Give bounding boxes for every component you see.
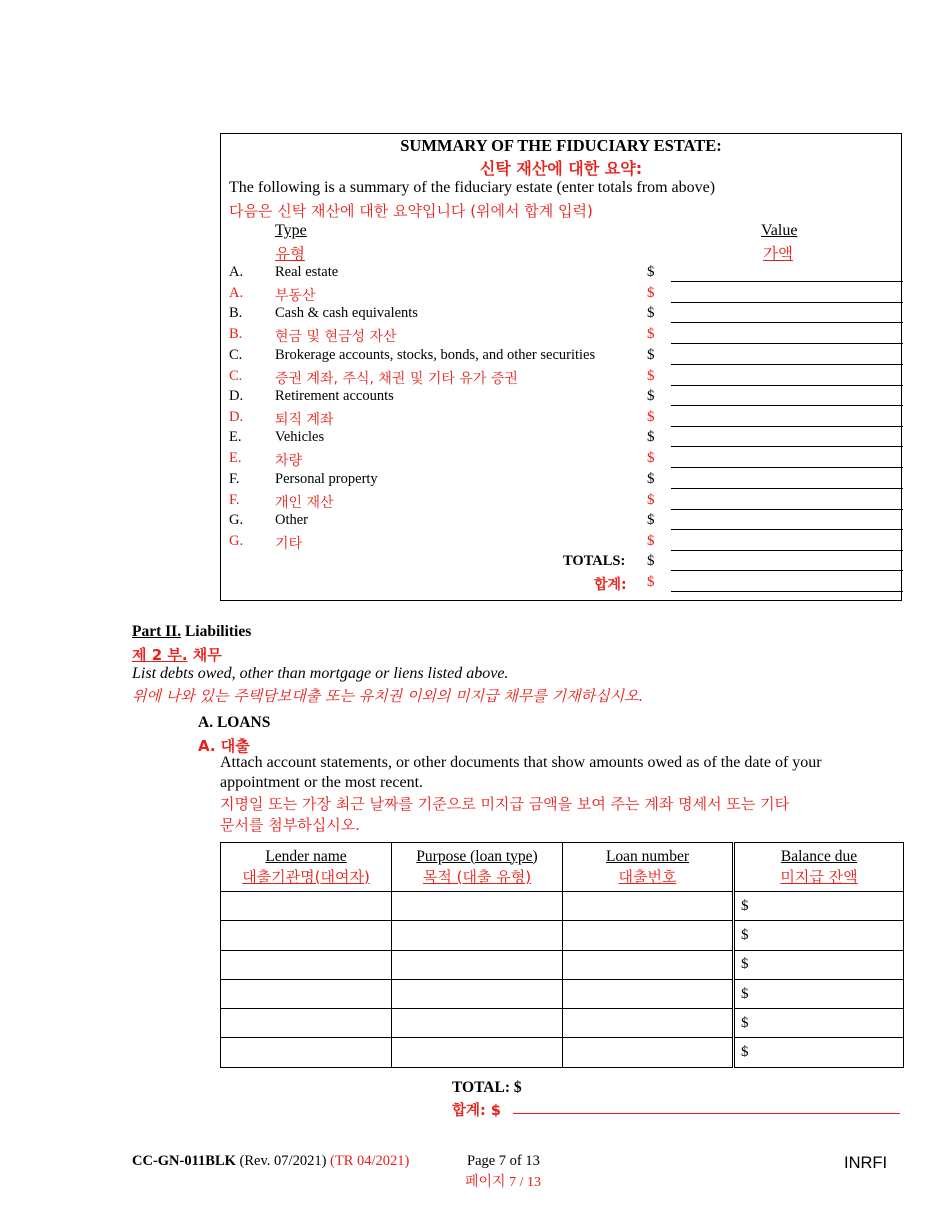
loans-total-label-ko: 합계: $	[452, 1103, 501, 1119]
summary-row-value-line[interactable]	[671, 529, 903, 530]
part2-heading-ko	[132, 644, 222, 665]
loans-instr-1: Attach account statements, or other documents that show amounts owed as of the date of your	[220, 754, 822, 771]
summary-row-dollar: $	[647, 387, 655, 404]
summary-row-dollar: $	[647, 429, 655, 446]
summary-intro-ko: 다음은 신탁 재산에 대한 요약입니다 (위에서 합계 입력)	[229, 202, 593, 220]
balance-cell[interactable]: $	[734, 950, 904, 979]
summary-row-letter-ko: A.	[229, 285, 244, 301]
purpose-cell[interactable]	[392, 892, 563, 921]
summary-row-dollar-ko: $	[647, 532, 655, 549]
summary-row-letter-ko: E.	[229, 450, 242, 467]
loan-number-cell[interactable]	[563, 950, 734, 979]
purpose-cell[interactable]	[392, 979, 563, 1008]
loans-total-line[interactable]	[513, 1113, 900, 1114]
summary-row-letter-ko: D.	[229, 408, 244, 425]
footer-form-id: CC-GN-011BLK	[132, 1153, 236, 1169]
summary-row-letter: C.	[229, 346, 243, 363]
summary-row-dollar-ko: $	[647, 491, 655, 508]
summary-row-dollar: $	[647, 470, 655, 487]
loans-instr-ko-1: 지명일 또는 가장 최근 날짜를 기준으로 미지급 금액을 보여 주는 계좌 명세서 또는 기타	[220, 795, 790, 813]
footer-rev: (Rev. 07/2021)	[235, 1153, 327, 1169]
summary-title: SUMMARY OF THE FIDUCIARY ESTATE:	[400, 136, 722, 155]
summary-row-label: Personal property	[275, 470, 378, 487]
summary-row-label-ko: 증권 계좌, 주식, 채권 및 기타 유가 증권	[275, 370, 518, 387]
loans-row	[221, 1038, 904, 1067]
loans-row	[221, 1009, 904, 1038]
type-header: Type	[275, 222, 307, 239]
summary-row-value-line-ko[interactable]	[671, 509, 903, 510]
loans-row	[221, 892, 904, 921]
summary-row-dollar: $	[647, 264, 655, 280]
balance-cell[interactable]: $	[734, 979, 904, 1008]
summary-row-value-line-ko[interactable]	[671, 302, 903, 303]
summary-row-value-line-ko[interactable]	[671, 550, 903, 551]
totals-line[interactable]	[671, 570, 903, 571]
part2-heading-ko-title: 채무	[187, 646, 222, 664]
summary-row-letter-ko: G.	[229, 532, 244, 549]
part2-note: List debts owed, other than mortgage or liens listed above.	[132, 665, 509, 682]
purpose-cell[interactable]	[392, 950, 563, 979]
col-balance-header	[734, 843, 904, 892]
summary-row-letter: E.	[229, 429, 242, 446]
footer-code: INRFI	[844, 1154, 888, 1172]
lender-cell[interactable]	[221, 1009, 392, 1038]
summary-row-value-line[interactable]	[671, 364, 903, 365]
summary-row-value-line[interactable]	[671, 488, 903, 489]
summary-row-letter: F.	[229, 470, 240, 487]
loans-header-row	[221, 843, 904, 892]
part2-heading-part: Part II.	[132, 623, 182, 640]
col-lender-label-ko: 대출기관명(대여자)	[242, 867, 370, 886]
totals-label: TOTALS:	[563, 553, 626, 569]
summary-row-label-ko: 부동산	[275, 288, 316, 304]
col-lender-header	[221, 843, 392, 892]
part2-note-ko: 위에 나와 있는 주택담보대출 또는 유치권 이외의 미지급 채무를 기재하십시오.	[132, 687, 644, 705]
summary-row-dollar-ko: $	[647, 408, 655, 425]
footer-tr: (TR 04/2021)	[326, 1153, 410, 1169]
loan-number-cell[interactable]	[563, 979, 734, 1008]
col-lender-label: Lender name	[265, 847, 347, 865]
purpose-cell[interactable]	[392, 1009, 563, 1038]
totals-dollar-ko: $	[647, 574, 655, 590]
summary-row-value-line-ko[interactable]	[671, 343, 903, 344]
loans-row	[221, 979, 904, 1008]
type-header-ko: 유형	[275, 245, 305, 263]
balance-cell[interactable]: $	[734, 892, 904, 921]
lender-cell[interactable]	[221, 950, 392, 979]
summary-row-value-line[interactable]	[671, 281, 903, 282]
summary-row-dollar: $	[647, 346, 655, 363]
summary-row-label: Real estate	[275, 264, 339, 280]
part2-heading	[132, 623, 251, 641]
lender-cell[interactable]	[221, 921, 392, 950]
col-balance-label-ko: 미지급 잔액	[780, 867, 858, 886]
summary-row-letter-ko: C.	[229, 367, 243, 384]
summary-row-value-line[interactable]	[671, 405, 903, 406]
col-loan-number-label: Loan number	[605, 847, 690, 865]
loans-row	[221, 921, 904, 950]
summary-row-letter-ko: F.	[229, 491, 240, 508]
summary-row-value-line-ko[interactable]	[671, 426, 903, 427]
value-header-ko: 가액	[763, 245, 793, 263]
summary-row-dollar: $	[647, 305, 655, 322]
summary-row-dollar: $	[647, 511, 655, 528]
col-purpose-label-ko: 목적 (대출 유형)	[422, 867, 532, 886]
loans-instr-ko-2: 문서를 첨부하십시오.	[220, 816, 360, 834]
footer-form-info	[132, 1153, 409, 1170]
summary-row-letter: A.	[229, 264, 244, 280]
part2-heading-title: Liabilities	[181, 623, 252, 640]
loan-number-cell[interactable]	[563, 1009, 734, 1038]
loans-total-label: TOTAL: $	[452, 1079, 522, 1096]
summary-row-label-ko: 개인 재산	[275, 494, 334, 511]
summary-row-label-ko: 차량	[275, 453, 303, 470]
balance-cell[interactable]: $	[734, 921, 904, 950]
loans-instr-2: appointment or the most recent.	[220, 774, 424, 791]
purpose-cell[interactable]	[392, 921, 563, 950]
totals-label-ko: 합계:	[594, 577, 627, 593]
summary-row-letter: D.	[229, 387, 244, 404]
loans-row	[221, 950, 904, 979]
summary-row-value-line[interactable]	[671, 322, 903, 323]
col-loan-number-label-ko: 대출번호	[618, 867, 677, 886]
col-loan-number-header	[563, 843, 734, 892]
loans-heading-ko: A. 대출	[198, 737, 250, 755]
footer-page-ko: 페이지 7 / 13	[465, 1175, 541, 1190]
part2-heading-ko-part: 제 2 부.	[132, 646, 188, 664]
summary-row-label: Cash & cash equivalents	[275, 305, 418, 322]
summary-row-label: Brokerage accounts, stocks, bonds, and other securities	[275, 346, 596, 363]
lender-cell[interactable]	[221, 892, 392, 921]
summary-intro: The following is a summary of the fiduciary estate (enter totals from above)	[229, 179, 716, 196]
summary-box	[220, 133, 902, 601]
summary-row-label-ko: 기타	[275, 535, 303, 552]
summary-row-dollar-ko: $	[647, 285, 655, 301]
summary-row-label-ko: 현금 및 현금성 자산	[275, 329, 397, 346]
loan-number-cell[interactable]	[563, 1038, 734, 1067]
loan-number-cell[interactable]	[563, 921, 734, 950]
loans-heading: A. LOANS	[198, 714, 271, 731]
summary-row-value-line-ko[interactable]	[671, 385, 903, 386]
loan-number-cell[interactable]	[563, 892, 734, 921]
col-purpose-header	[392, 843, 563, 892]
balance-cell[interactable]: $	[734, 1009, 904, 1038]
balance-cell[interactable]: $	[734, 1038, 904, 1067]
summary-row-label-ko: 퇴직 계좌	[275, 411, 334, 428]
summary-row-dollar-ko: $	[647, 367, 655, 384]
summary-row-letter-ko: B.	[229, 326, 243, 343]
totals-line-ko[interactable]	[671, 591, 903, 592]
footer-page: Page 7 of 13	[467, 1153, 540, 1169]
summary-row-label: Vehicles	[275, 429, 325, 446]
summary-row-letter: G.	[229, 511, 244, 528]
summary-row-dollar-ko: $	[647, 450, 655, 467]
summary-row-letter: B.	[229, 305, 243, 322]
summary-row-value-line[interactable]	[671, 446, 903, 447]
loans-table	[220, 842, 904, 1068]
summary-row-dollar-ko: $	[647, 326, 655, 343]
col-purpose-label: Purpose (loan type)	[416, 847, 538, 865]
summary-row-label: Other	[275, 511, 309, 528]
summary-row-value-line-ko[interactable]	[671, 467, 903, 468]
col-balance-label: Balance due	[780, 847, 858, 865]
purpose-cell[interactable]	[392, 1038, 563, 1067]
summary-row-label: Retirement accounts	[275, 387, 394, 404]
lender-cell[interactable]	[221, 1038, 392, 1067]
value-header: Value	[761, 222, 798, 239]
totals-dollar: $	[647, 553, 655, 569]
lender-cell[interactable]	[221, 979, 392, 1008]
summary-title-ko: 신탁 재산에 대한 요약:	[479, 159, 643, 178]
